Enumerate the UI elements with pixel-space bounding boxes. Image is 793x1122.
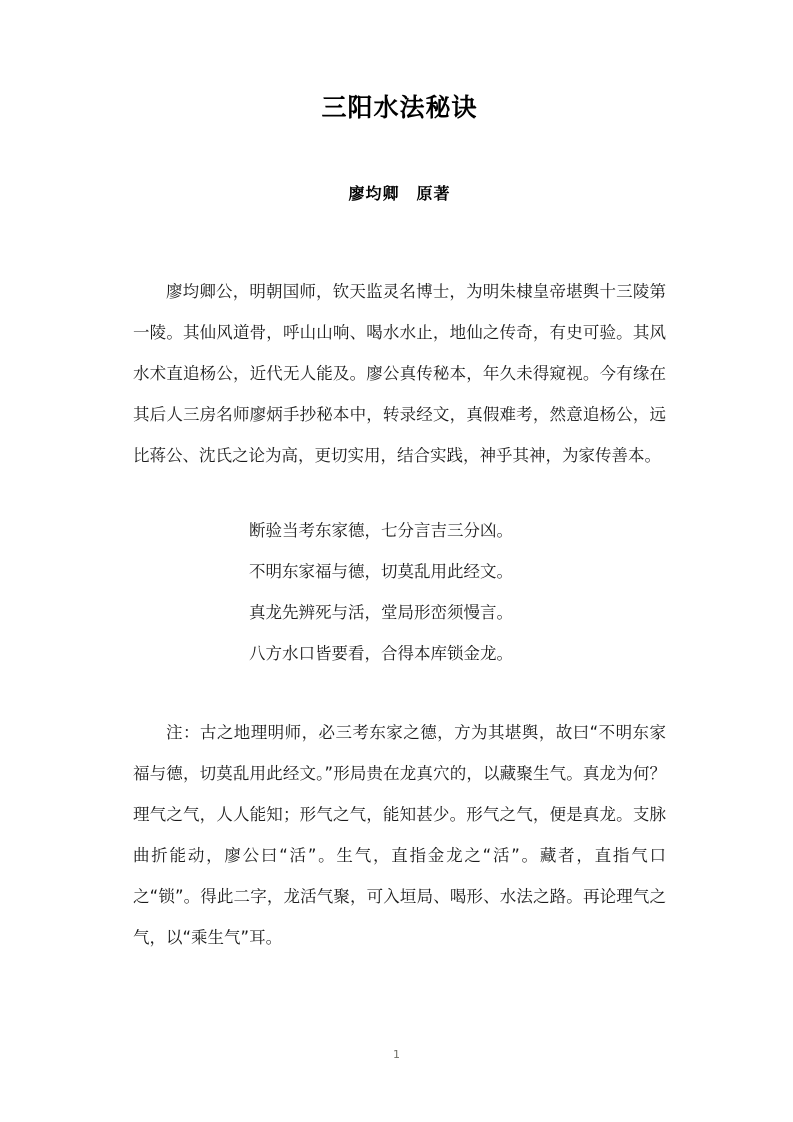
verse-line-4: 八方水口皆要看，合得本库锁金龙。 [249, 643, 513, 663]
verse-line-1: 断验当考东家德，七分言吉三分凶。 [249, 520, 513, 540]
document-content [133, 0, 666, 958]
verse-line-3: 真龙先辨死与活，堂局形峦须慢言。 [249, 602, 513, 622]
page-number-footer: 1 [393, 1048, 400, 1058]
note-paragraph: 注：古之地理明师，必三考东家之德，方为其堪舆，故曰“不明东家福与德，切莫乱用此经文。”形局贵在龙真穴的，以藏聚生气。真龙为何？理气之气，人人能知；形气之气，能知甚少。形气之气，便是真龙。支脉曲折能动，廖公曰“活”。生气，直指金龙之“活”。藏者，直指气口之“锁”。得此二字，龙活气聚，可入垣局、喝形、水法之路。再论理气之气，以“乘生气”耳。 [133, 722, 666, 947]
intro-paragraph: 廖均卿公，明朝国师，钦天监灵名博士，为明朱棣皇帝堪舆十三陵第一陵。其仙风道骨，呼山山响、喝水水止，地仙之传奇，有史可验。其风水术直追杨公，近代无人能及。廖公真传秘本，年久未得窥视。今有缘在其后人三房名师廖炳手抄秘本中，转录经文，真假难考，然意追杨公，远比蒋公、沈氏之论为高，更切实用，结合实践，神乎其神，为家传善本。 [133, 281, 666, 465]
verse-block [133, 476, 666, 674]
author-byline: 廖均卿 原著 [348, 183, 451, 203]
verse-line-2: 不明东家福与德，切莫乱用此经文。 [249, 561, 513, 581]
page-title: 三阳水法秘诀 [321, 93, 478, 122]
